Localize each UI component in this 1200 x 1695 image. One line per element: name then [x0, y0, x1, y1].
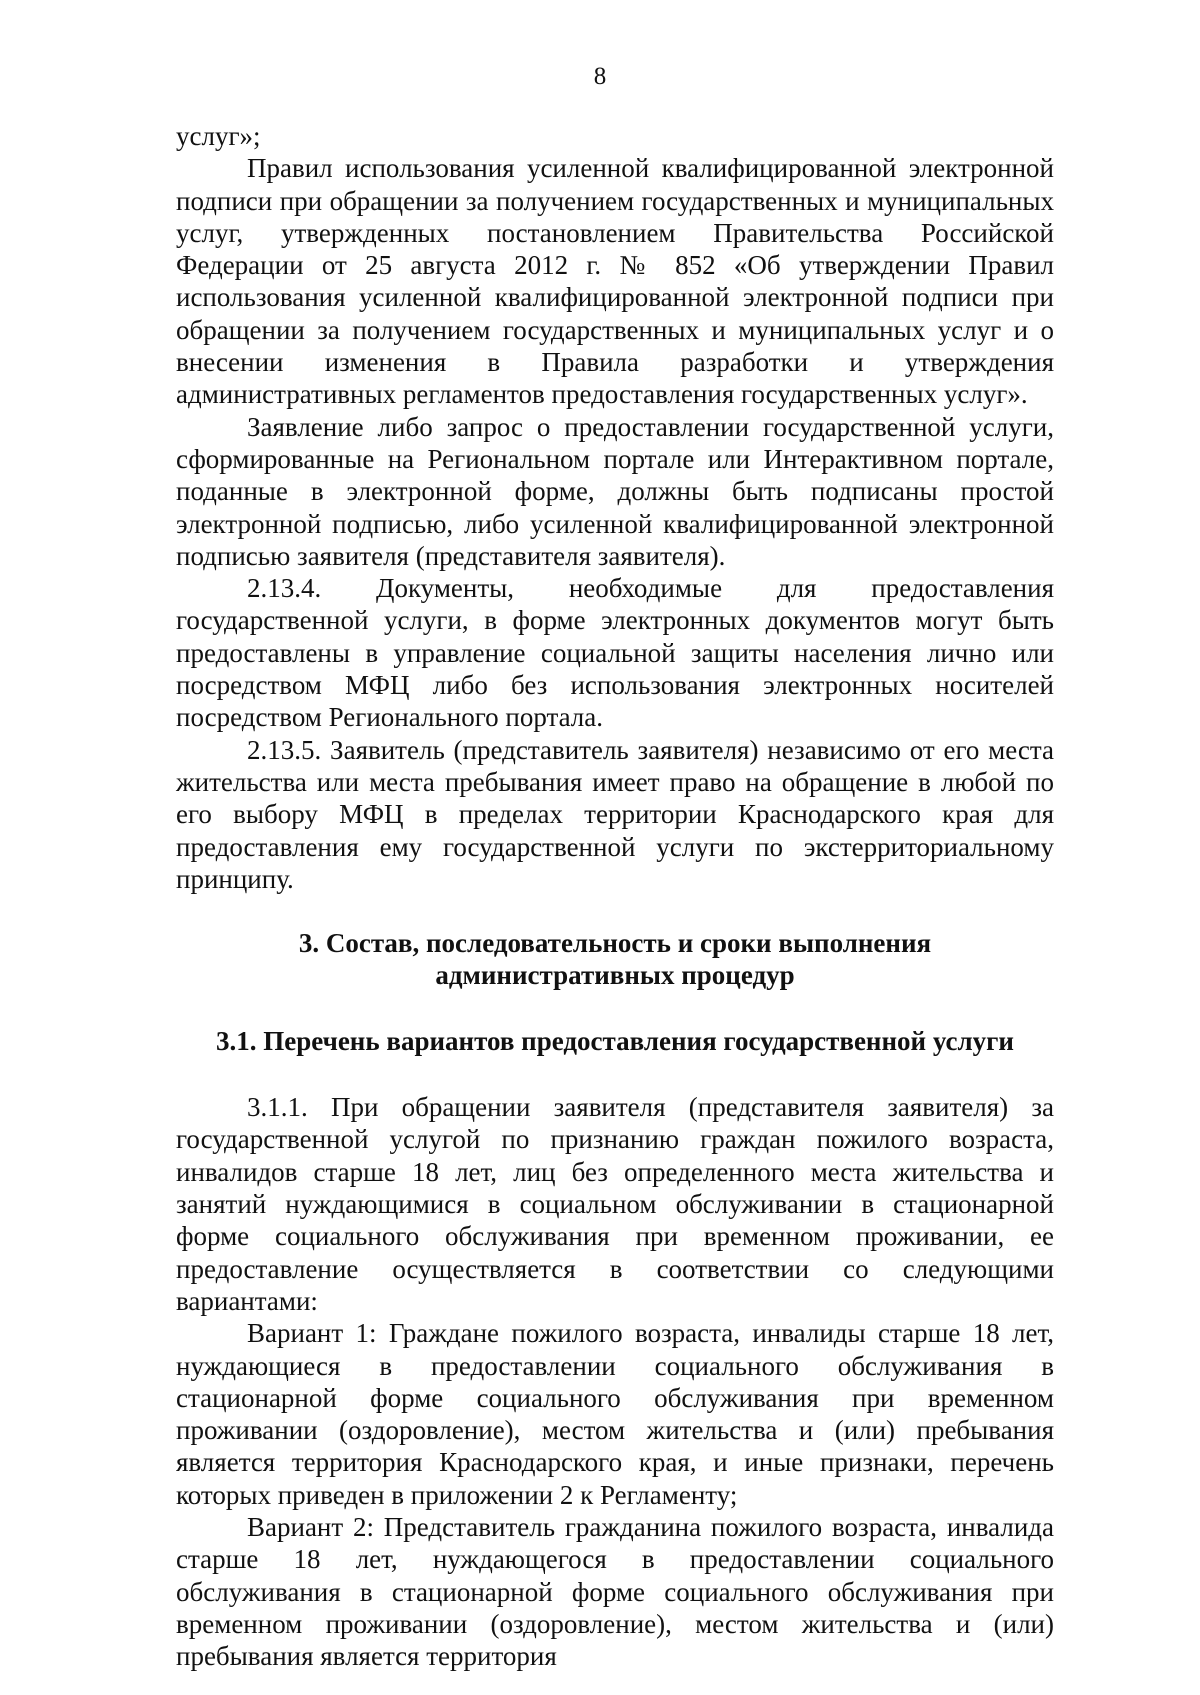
- paragraph: услуг»;: [176, 121, 261, 151]
- paragraph: 3.1.1. При обращении заявителя (представителя заявителя) за государственной услугой по признанию граждан пожилого возраста, инвалидов старше 18 лет, лиц без определенного места жительства и занятий нуждающимися в социальном обслуживании в стационарной форме социального обслуживания при временном проживании, ее предоставление осуществляется в соответствии со следующими вариантами:: [176, 1092, 1054, 1316]
- document-body: [176, 120, 1054, 1672]
- section-heading-line: 3. Состав, последовательность и сроки выполнения: [298, 928, 932, 959]
- section-heading-line: административных процедур: [435, 960, 795, 991]
- section-heading: [176, 927, 1054, 991]
- paragraph: 2.13.5. Заявитель (представитель заявителя) независимо от его места жительства или места пребывания имеет право на обращение в любой по его выбору МФЦ в пределах территории Краснодарского края для предоставления ему государственной услуги по экстерриториальному принципу.: [176, 734, 1054, 894]
- paragraph: Заявление либо запрос о предоставлении государственной услуги, сформированные на Региональном портале или Интерактивном портале, поданные в электронной форме, должны быть подписаны простой электронной подписью, либо усиленной квалифицированной электронной подписью заявителя (представителя заявителя).: [176, 411, 1054, 571]
- page-number: 8: [593, 63, 607, 90]
- paragraph: 2.13.4. Документы, необходимые для предоставления государственной услуги, в форме электронных документов могут быть предоставлены в управление социальной защиты населения лично или посредством МФЦ либо без использования электронных носителей посредством Регионального портала.: [176, 573, 1054, 733]
- subsection-heading: 3.1. Перечень вариантов предоставления государственной услуги: [216, 1026, 1014, 1057]
- paragraph: Вариант 1: Граждане пожилого возраста, инвалиды старше 18 лет, нуждающиеся в предоставлении социального обслуживания в стационарной форме социального обслуживания при временном проживании (оздоровление), местом жительства и (или) пребывания является территория Краснодарского края, и иные признаки, перечень которых приведен в приложении 2 к Регламенту;: [176, 1318, 1054, 1510]
- paragraph: Вариант 2: Представитель гражданина пожилого возраста, инвалида старше 18 лет, нуждающегося в предоставлении социального обслуживания в стационарной форме социального обслуживания при временном проживании (оздоровление), местом жительства и (или) пребывания является территория: [176, 1511, 1054, 1672]
- paragraph: Правил использования усиленной квалифицированной электронной подписи при обращении за получением государственных и муниципальных услуг, утвержденных постановлением Правительства Российской Федерации от 25 августа 2012 г. № 852 «Об утверждении Правил использования усиленной квалифицированной электронной подписи при обращении за получением государственных и муниципальных услуг и о внесении изменения в Правила разработки и утверждения административных регламентов предоставления государственных услуг».: [176, 153, 1054, 410]
